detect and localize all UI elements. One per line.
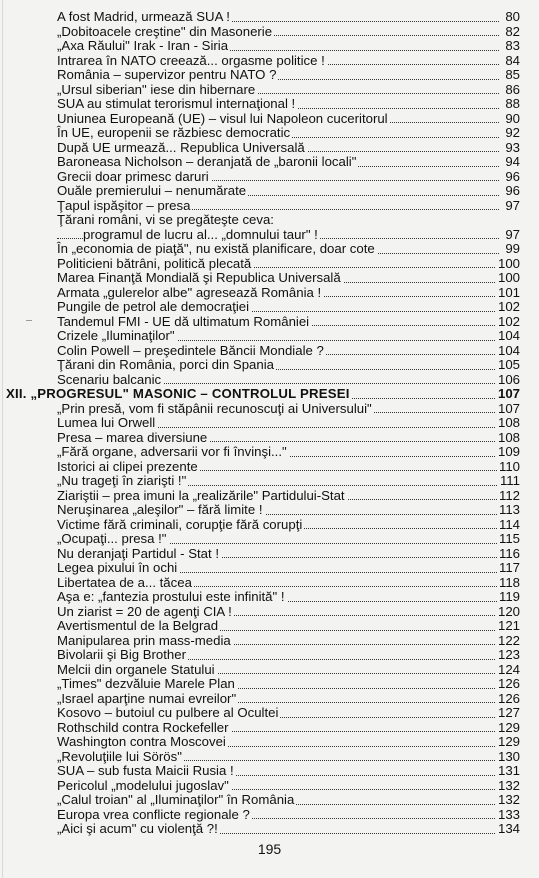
toc-entry-title: Ziariştii – prea imuni la „realizările" Partidului-Stat	[57, 487, 345, 503]
toc-entry-page: 126	[497, 676, 520, 691]
toc-entry-page: 111	[499, 473, 520, 488]
toc-entry-page: 105	[497, 357, 520, 372]
toc-entry	[0, 315, 539, 330]
toc-entry-page: 112	[498, 487, 520, 503]
toc-entry-page: 88	[505, 96, 520, 111]
toc-entry-title: Grecii doar primesc daruri	[57, 168, 209, 184]
toc-entry-page: 124	[497, 661, 520, 677]
toc-entry	[0, 706, 539, 721]
toc-entry-title: Uniunea Europeană (UE) – visul lui Napoleon cuceritorul	[57, 110, 388, 126]
toc-entry-page: 84	[505, 52, 520, 68]
toc-entry-title: Lumea lui Orwell	[57, 415, 156, 430]
toc-entry	[0, 228, 539, 243]
toc-entry-page: 132	[497, 792, 520, 807]
toc-entry	[0, 460, 539, 475]
toc-entry-page: 113	[498, 502, 520, 517]
toc-entry-page: 123	[497, 647, 520, 662]
toc-entry-page: 99	[505, 241, 520, 256]
toc-entry-page: 119	[498, 589, 520, 604]
toc-entry	[0, 97, 539, 112]
toc-entry	[0, 39, 539, 54]
toc-entry-title: Nu deranjaţi Partidul - Stat !	[57, 545, 219, 561]
toc-entry-title: Ţărani români, vi se pregăteşte ceva:	[57, 212, 274, 227]
toc-entry-title: Neruşinarea „aleşilor" – fără limite !	[57, 502, 263, 517]
toc-entry-page: 101	[497, 284, 520, 300]
toc-entry-page: 104	[497, 342, 520, 358]
toc-entry-title: Legea pixului în ochi	[57, 560, 178, 575]
toc-entry-page: 132	[497, 777, 520, 793]
toc-entry-page: 130	[497, 748, 520, 764]
toc-entry-title: Ţapul ispăşitor – presa	[57, 197, 191, 213]
toc-entry	[0, 663, 539, 678]
toc-entry-page: 85	[505, 67, 520, 82]
toc-entry-title: „Dobitoacele creştine" din Masonerie	[57, 23, 273, 39]
toc-entry-title: „Axa Răului" Irak - Iran - Siria	[57, 38, 229, 53]
toc-entry	[0, 619, 539, 634]
toc-entry	[0, 431, 539, 446]
toc-entry	[0, 518, 539, 533]
toc-entry-title: Scenariu balcanic	[57, 371, 162, 387]
toc-entry-page: 122	[497, 632, 520, 648]
toc-entry-page: 107	[497, 386, 520, 401]
toc-entry	[0, 779, 539, 794]
toc-entry-page: 107	[497, 400, 520, 416]
toc-entry-page: 80	[505, 9, 520, 24]
toc-entry	[0, 576, 539, 591]
toc-entry-title: Armata „gulerelor albe" agresează România !	[57, 284, 322, 300]
margin-mark	[2, 0, 3, 878]
toc-entry	[0, 634, 539, 649]
toc-entry-title: SUA – sub fusta Maicii Rusia !	[57, 763, 234, 778]
toc-entry-title: Crizele „Iluminaţilor"	[57, 328, 175, 343]
toc-entry-title: Presa – marea diversiune	[57, 429, 208, 445]
toc-entry-title: Colin Powell – preşedintele Băncii Mondiale ?	[57, 342, 324, 358]
toc-entry-page: 106	[497, 371, 520, 387]
toc-entry	[0, 547, 539, 562]
toc-entry-title: A fost Madrid, urmează SUA !	[57, 9, 230, 24]
toc-entry-page: 102	[497, 313, 520, 329]
chapter-heading	[0, 387, 539, 402]
toc-entry-title: „Israel aparţine numai evreilor"	[57, 690, 237, 706]
toc-entry	[0, 68, 539, 83]
toc-entry	[0, 25, 539, 40]
toc-entry-page: 127	[497, 705, 520, 720]
toc-entry	[0, 329, 539, 344]
toc-entry-page: 126	[497, 690, 520, 706]
toc-entry-title: Washington contra Moscovei	[57, 734, 226, 749]
toc-entry	[0, 489, 539, 504]
toc-entry	[0, 300, 539, 315]
toc-entry-page: 109	[497, 444, 520, 459]
toc-entry-page: 133	[497, 806, 520, 822]
toc-entry	[0, 532, 539, 547]
toc-entry-title: „Times" dezvăluie Marele Plan	[57, 676, 235, 691]
toc-entry	[0, 692, 539, 707]
toc-entry	[0, 199, 539, 214]
toc-entry	[0, 677, 539, 692]
table-of-contents	[0, 10, 539, 837]
toc-entry-page: 114	[498, 516, 520, 532]
toc-entry-page: 129	[497, 734, 520, 749]
toc-entry	[0, 750, 539, 765]
toc-entry	[0, 242, 539, 257]
toc-entry-page: 97	[505, 197, 520, 213]
toc-entry-title: „Prin presă, vom fi stăpânii recunoscuţi ai Universului"	[57, 400, 372, 416]
toc-entry-page: 108	[497, 429, 520, 445]
toc-entry-page: 121	[497, 618, 520, 633]
toc-entry-page: 129	[497, 719, 520, 735]
toc-entry	[0, 764, 539, 779]
toc-entry-page: 90	[505, 110, 520, 126]
toc-entry-title: Libertatea de a... tăcea	[57, 574, 192, 590]
toc-entry	[0, 112, 539, 127]
toc-entry-title: Bivolarii şi Big Brother	[57, 647, 186, 662]
toc-entry-title: În „economia de piaţă", nu există planificare, doar cote	[57, 241, 375, 256]
toc-entry-page: 92	[505, 125, 520, 140]
toc-entry-page: 97	[505, 226, 520, 242]
toc-entry	[0, 213, 539, 228]
toc-entry	[0, 184, 539, 199]
toc-entry	[0, 808, 539, 823]
toc-entry-title: Politicieni bătrâni, politică plecată	[57, 255, 252, 271]
toc-entry-title: În UE, europenii se răzbiesc democratic	[57, 125, 291, 140]
toc-entry-title: Intrarea în NATO creează... orgasme politice !	[57, 52, 325, 68]
toc-entry-title: „Aici şi acum" cu violenţă ?!	[57, 821, 218, 836]
toc-entry-title: Manipularea prin mass-media	[57, 632, 231, 648]
toc-entry-page: 120	[497, 603, 520, 619]
toc-entry	[0, 561, 539, 576]
toc-entry	[0, 54, 539, 69]
toc-entry	[0, 605, 539, 620]
toc-entry-title: Istorici ai clipei prezente	[57, 458, 198, 474]
toc-entry-page: 116	[498, 545, 520, 561]
toc-entry-page: 118	[498, 574, 520, 590]
toc-entry-page: 108	[497, 415, 520, 430]
toc-entry	[0, 344, 539, 359]
toc-entry-page: 83	[505, 38, 520, 53]
toc-entry-title: „Revoluţiile lui Sörös"	[57, 748, 182, 764]
toc-entry-title: Victime fără criminali, corupţie fără corupţi	[57, 516, 303, 532]
toc-entry-page: 96	[505, 168, 520, 184]
toc-entry-title: „Ursul siberian" iese din hibernare	[57, 81, 256, 97]
toc-entry-title: Pungile de petrol ale democraţiei	[57, 299, 250, 314]
toc-entry	[0, 735, 539, 750]
toc-entry	[0, 822, 539, 837]
toc-entry	[0, 286, 539, 301]
toc-entry-page: 86	[505, 81, 520, 97]
toc-entry-title: SUA au stimulat terorismul internaţional !	[57, 96, 296, 111]
toc-entry-title: Rothschild contra Rockefeller	[57, 719, 229, 735]
toc-entry-title: „Calul troian" al „Iluminaţilor" în România	[57, 792, 295, 807]
toc-entry	[0, 170, 539, 185]
toc-entry-page: 94	[505, 154, 520, 169]
toc-entry-title: România – supervizor pentru NATO ?	[57, 67, 277, 82]
toc-entry	[0, 373, 539, 388]
toc-entry-title: „Nu trageţi în ziarişti !"	[57, 473, 187, 488]
toc-entry-title: „Ocupaţi... presa !"	[57, 531, 167, 546]
toc-entry	[0, 648, 539, 663]
toc-entry	[0, 416, 539, 431]
toc-entry-title: Baroneasa Nicholson – deranjată de „baronii locali"	[57, 154, 357, 169]
toc-entry-title: Kosovo – butoiul cu pulbere al Ocultei	[57, 705, 279, 720]
toc-entry-page: 134	[497, 821, 520, 836]
toc-entry-title: Un ziarist = 20 de agenţi CIA !	[57, 603, 232, 619]
toc-entry-page: 104	[497, 328, 520, 343]
page-number: 195	[257, 841, 282, 857]
toc-entry	[0, 271, 539, 286]
toc-entry	[0, 503, 539, 518]
toc-entry	[0, 590, 539, 605]
toc-entry-page: 102	[497, 299, 520, 314]
toc-entry-title: Europa vrea conflicte regionale ?	[57, 806, 250, 822]
toc-entry-page: 115	[498, 531, 520, 546]
toc-entry	[0, 445, 539, 460]
toc-entry	[0, 126, 539, 141]
toc-entry	[0, 141, 539, 156]
toc-entry	[0, 83, 539, 98]
toc-entry-title: Marea Finanţă Mondială şi Republica Universală	[57, 270, 341, 285]
toc-entry-page: 100	[497, 270, 520, 285]
toc-entry	[0, 793, 539, 808]
toc-entry-page: 82	[505, 23, 520, 39]
toc-entry	[0, 257, 539, 272]
toc-entry-page: 100	[497, 255, 520, 271]
toc-entry	[0, 358, 539, 373]
toc-entry-title: După UE urmează... Republica Universală	[57, 139, 305, 155]
toc-entry-title: Pericolul „modelului jugoslav"	[57, 777, 229, 793]
toc-entry	[0, 474, 539, 489]
toc-entry-page: 131	[497, 763, 520, 778]
toc-entry-title: Ţărani din România, porci din Spania	[57, 357, 274, 372]
toc-entry	[0, 155, 539, 170]
margin-mark	[26, 320, 32, 321]
toc-entry-page: 96	[505, 183, 520, 198]
toc-entry	[0, 10, 539, 25]
toc-entry-title: „Fără organe, adversarii vor fi învinşi..."	[57, 444, 287, 459]
toc-entry-title: Avertismentul de la Belgrad	[57, 618, 219, 633]
toc-entry-title: Aşa e: „fantezia prostului este infinită" !	[57, 589, 285, 604]
toc-entry-title: XII. „PROGRESUL" MASONIC – CONTROLUL PRESEI	[6, 386, 350, 401]
toc-entry-page: 93	[505, 139, 520, 155]
toc-entry-title: Tandemul FMI - UE dă ultimatum României	[57, 313, 310, 329]
toc-entry-title: Ouăle premierului – nenumărate	[57, 183, 247, 198]
toc-entry-page: 110	[498, 458, 520, 474]
toc-entry-title: programul de lucru al... „domnului taur" !	[83, 226, 318, 242]
toc-entry-title: Melcii din organele Statului	[57, 661, 215, 677]
toc-entry-page: 117	[498, 560, 520, 575]
toc-entry	[0, 721, 539, 736]
toc-entry	[0, 402, 539, 417]
